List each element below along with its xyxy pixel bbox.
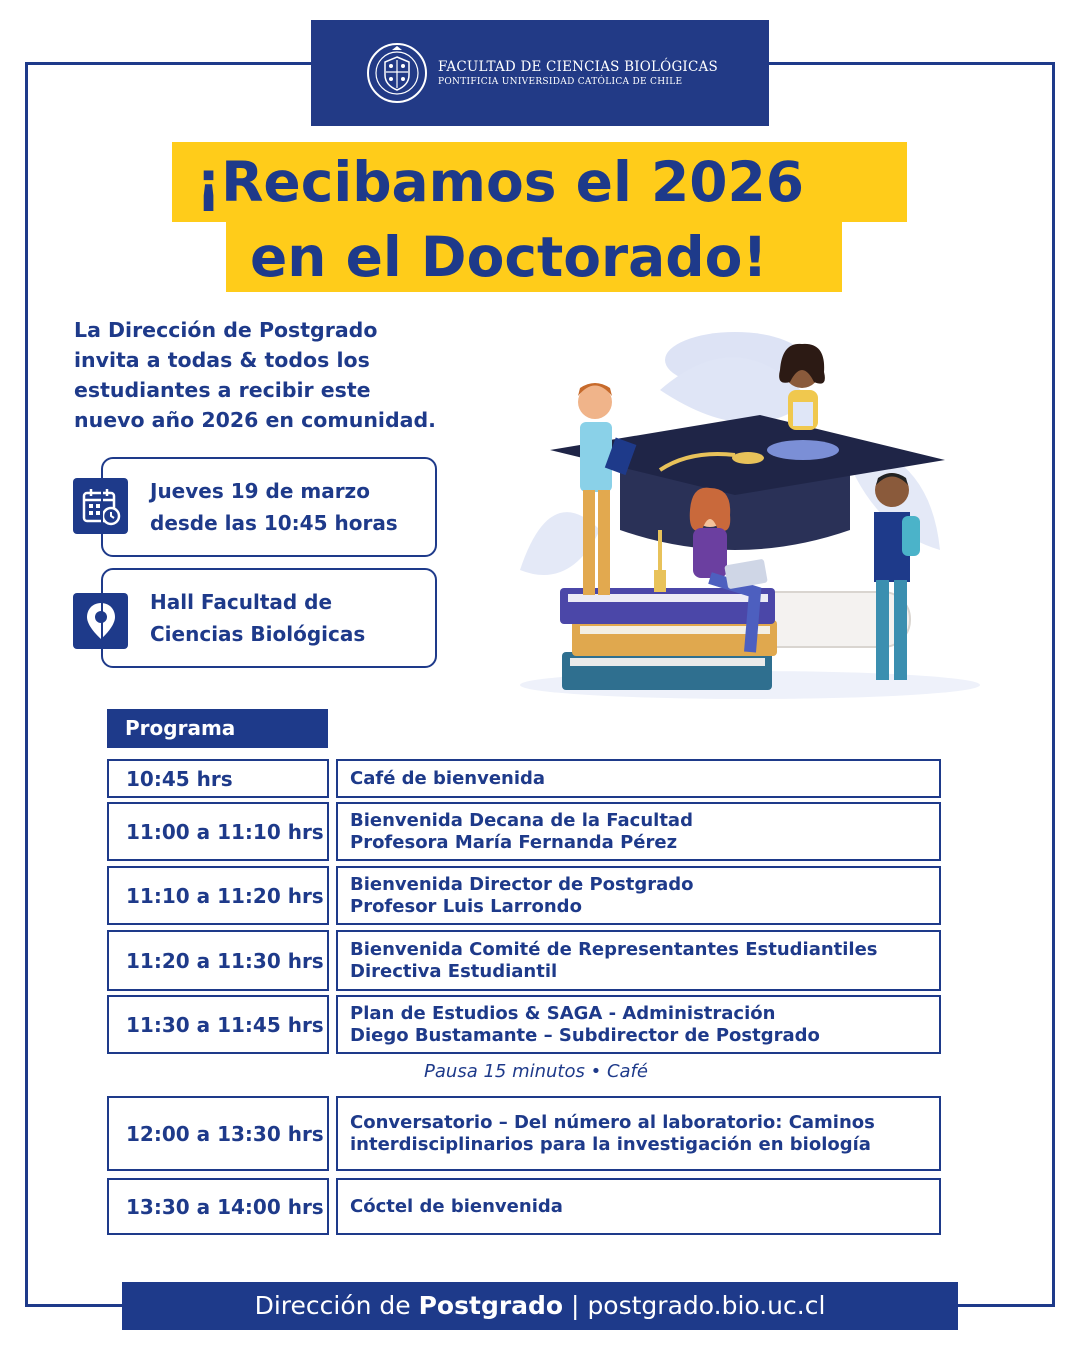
intro-line: estudiantes a recibir este: [74, 378, 371, 402]
schedule-activity: [336, 1096, 941, 1171]
activity-line: Conversatorio – Del número al laboratorio: Caminos: [350, 1111, 875, 1133]
university-seal-icon: [366, 42, 428, 104]
activity-speaker: Profesor Luis Larrondo: [350, 895, 582, 917]
event-time: desde las 10:45 horas: [150, 511, 398, 535]
schedule-time: 11:30 a 11:45 hrs: [107, 995, 329, 1054]
title-line-1: ¡Recibamos el 2026: [172, 142, 907, 222]
activity-line: Cóctel de bienvenida: [350, 1195, 563, 1217]
schedule-activity: [336, 866, 941, 925]
activity-line: Plan de Estudios & SAGA - Administración: [350, 1002, 776, 1024]
activity-speaker: Profesora María Fernanda Pérez: [350, 831, 678, 853]
schedule-activity: [336, 802, 941, 861]
footer-url-link[interactable]: postgrado.bio.uc.cl: [587, 1291, 826, 1320]
intro-text: [74, 315, 514, 435]
schedule-time: 10:45 hrs: [107, 759, 329, 798]
event-date: Jueves 19 de marzo: [150, 479, 370, 503]
schedule-time: 13:30 a 14:00 hrs: [107, 1178, 329, 1235]
location-line: Hall Facultad de: [150, 590, 333, 614]
faculty-name: FACULTAD DE CIENCIAS BIOLÓGICAS: [438, 59, 718, 75]
activity-line: Bienvenida Director de Postgrado: [350, 873, 694, 895]
faculty-logo: [311, 20, 769, 126]
program-heading: Programa: [107, 709, 328, 748]
footer-prefix: Dirección de: [254, 1291, 419, 1320]
university-name: PONTIFICIA UNIVERSIDAD CATÓLICA DE CHILE: [438, 77, 683, 87]
students-graduation-illustration: [510, 330, 980, 705]
schedule-time: 12:00 a 13:30 hrs: [107, 1096, 329, 1171]
schedule-activity: [336, 930, 941, 991]
pause-note: Pausa 15 minutos • Café: [424, 1061, 648, 1082]
schedule-time: 11:20 a 11:30 hrs: [107, 930, 329, 991]
event-location-card: [101, 568, 437, 668]
event-date-card: [101, 457, 437, 557]
title-line-2: en el Doctorado!: [226, 222, 842, 292]
schedule-activity: [336, 759, 941, 798]
intro-line: La Dirección de Postgrado: [74, 318, 378, 342]
activity-line: Bienvenida Decana de la Facultad: [350, 809, 693, 831]
intro-line: nuevo año 2026 en comunidad.: [74, 408, 436, 432]
activity-speaker: Directiva Estudiantil: [350, 960, 558, 982]
schedule-activity: [336, 995, 941, 1054]
intro-line: invita a todas & todos los: [74, 348, 370, 372]
footer-banner: [122, 1282, 958, 1330]
location-line: Ciencias Biológicas: [150, 622, 366, 646]
schedule-activity: [336, 1178, 941, 1235]
schedule-time: 11:10 a 11:20 hrs: [107, 866, 329, 925]
activity-speaker: Diego Bustamante – Subdirector de Postgrado: [350, 1024, 820, 1046]
schedule-time: 11:00 a 11:10 hrs: [107, 802, 329, 861]
activity-line: interdisciplinarios para la investigación en biología: [350, 1133, 871, 1155]
activity-line: Bienvenida Comité de Representantes Estudiantiles: [350, 938, 878, 960]
footer-bold: Postgrado: [418, 1291, 564, 1320]
footer-separator: |: [563, 1291, 588, 1320]
activity-line: Café de bienvenida: [350, 767, 546, 789]
